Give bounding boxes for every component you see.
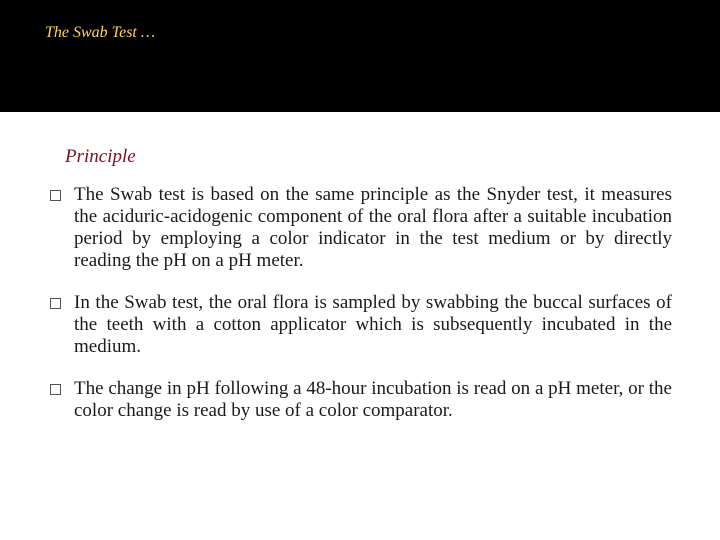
bullet-item: [50, 378, 672, 422]
slide-title: The Swab Test …: [45, 24, 156, 41]
bullet-text: In the Swab test, the oral flora is sampled by swabbing the buccal surfaces of the teeth with a cotton applicator which is subsequently incubated in the medium.: [74, 292, 672, 357]
square-bullet-icon: [50, 384, 61, 395]
bullet-list: [50, 184, 672, 422]
bullet-text: The change in pH following a 48-hour incubation is read on a pH meter, or the color change is read by use of a color comparator.: [74, 378, 672, 421]
square-bullet-icon: [50, 298, 61, 309]
bullet-text: The Swab test is based on the same principle as the Snyder test, it measures the aciduric-acidogenic component of the oral flora after a suitable incubation period by employing a color indicator in the test medium or by directly reading the pH on a pH meter.: [74, 184, 672, 271]
bullet-item: [50, 184, 672, 272]
square-bullet-icon: [50, 190, 61, 201]
section-heading: Principle: [65, 146, 136, 167]
bullet-item: [50, 292, 672, 358]
header-band: [0, 0, 720, 112]
